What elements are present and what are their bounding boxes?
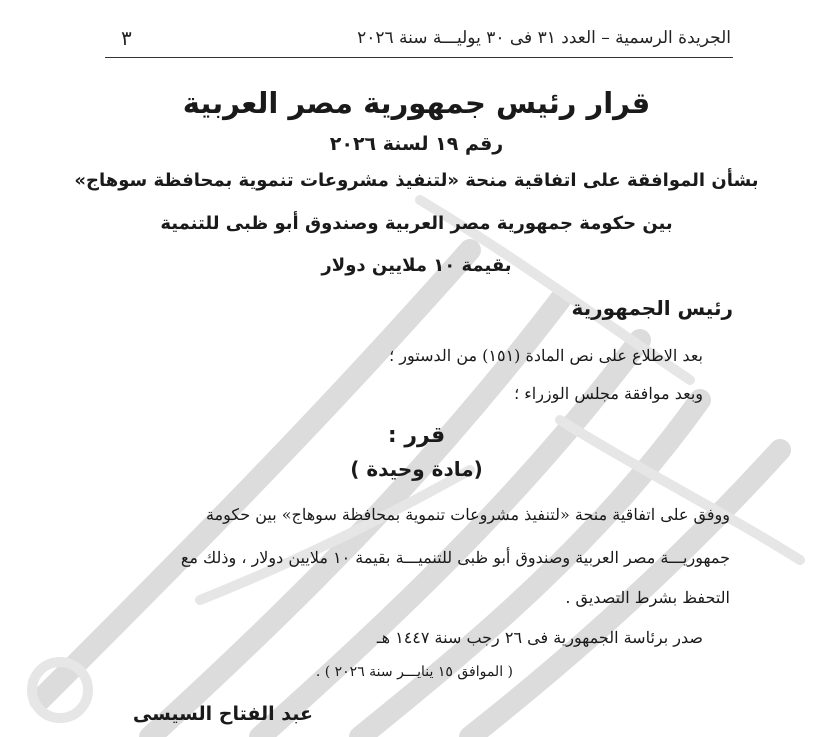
watermark-stroke — [200, 470, 470, 600]
decided-heading: قرر : — [387, 423, 446, 448]
decree-number: رقم ١٩ لسنة ٢٠٢٦ — [329, 133, 504, 155]
watermark-stroke — [360, 400, 700, 737]
president-title: رئيس الجمهورية — [571, 296, 733, 320]
decree-title: قرار رئيس جمهورية مصر العربية — [182, 86, 651, 120]
article-title: (مادة وحيدة ) — [350, 457, 483, 481]
signature-name: عبد الفتاح السيسى — [132, 703, 313, 725]
page-number: ٣ — [121, 26, 132, 50]
watermark-stroke — [32, 662, 88, 718]
decree-amount: بقيمة ١٠ ملايين دولار — [321, 255, 512, 276]
decree-subject: بشأن الموافقة على اتفاقية منحة «لتنفيذ مشروعات تنموية بمحافظة سوهاج» — [74, 170, 759, 191]
header-rule — [105, 57, 733, 58]
article-body-line: التحفظ بشرط التصديق . — [565, 588, 730, 607]
article-body-line: جمهوريـــة مصر العربية وصندوق أبو ظبى للتنميـــة بقيمة ١٠ ملايين دولار ، وذلك مع — [180, 548, 730, 567]
preamble-line: وبعد موافقة مجلس الوزراء ؛ — [514, 384, 703, 403]
decree-parties: بين حكومة جمهورية مصر العربية وصندوق أبو ظبى للتنمية — [160, 213, 673, 234]
running-header — [105, 26, 735, 56]
article-body-line: ووفق على اتفاقية منحة «لتنفيذ مشروعات تنموية بمحافظة سوهاج» بين حكومة — [205, 505, 730, 524]
preamble-line: بعد الاطلاع على نص المادة (١٥١) من الدستور ؛ — [389, 346, 703, 365]
corresponding-date: ( الموافق ١٥ ينايـــر سنة ٢٠٢٦ ) . — [315, 664, 513, 680]
running-title: الجريدة الرسمية – العدد ٣١ فى ٣٠ يوليـــة سنة ٢٠٢٦ — [357, 28, 731, 48]
issued-date: صدر برئاسة الجمهورية فى ٢٦ رجب سنة ١٤٤٧ هـ — [376, 628, 703, 647]
